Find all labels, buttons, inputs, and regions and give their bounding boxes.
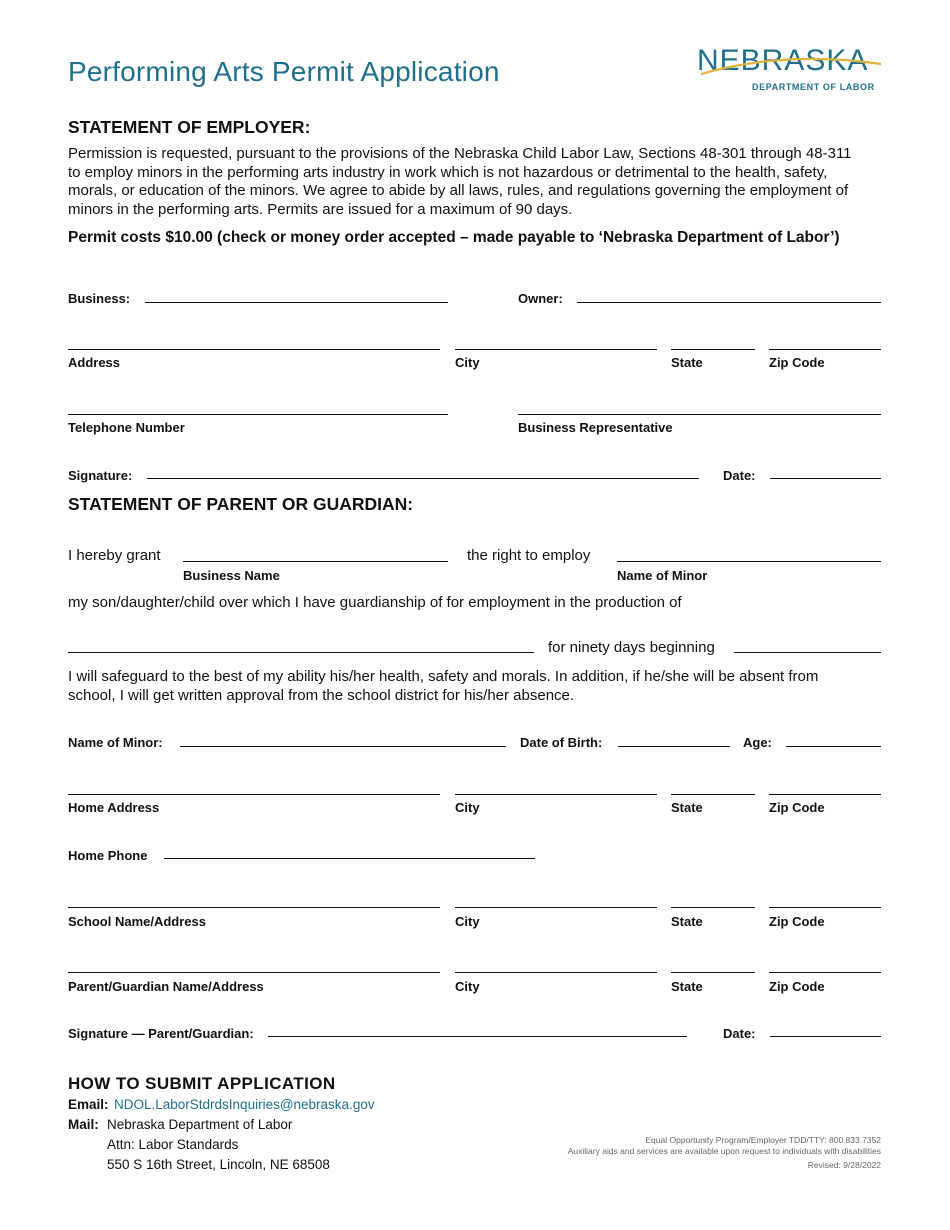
school-city-label: City: [455, 914, 480, 929]
mail-line: 550 S 16th Street, Lincoln, NE 68508: [107, 1157, 330, 1172]
school-zip-field[interactable]: [769, 907, 881, 908]
telephone-field[interactable]: [68, 414, 448, 415]
zip-field[interactable]: [769, 349, 881, 350]
employer-paragraph-line: morals, or education of the minors. We agree to abide by all laws, rules, and regulations governing the employment of: [68, 182, 849, 199]
name-of-minor-field[interactable]: [180, 746, 506, 747]
name-of-minor-label: Name of Minor:: [68, 735, 163, 750]
employer-paragraph: [68, 145, 888, 219]
school-state-label: State: [671, 914, 703, 929]
telephone-label: Telephone Number: [68, 420, 185, 435]
parent-city-field[interactable]: [455, 972, 657, 973]
footer-revised: Revised: 9/28/2022: [807, 1160, 881, 1170]
minor-name-label: Name of Minor: [617, 568, 708, 583]
city-field[interactable]: [455, 349, 657, 350]
safeguard-line: school, I will get written approval from the school district for his/her absence.: [68, 686, 575, 704]
submit-heading: HOW TO SUBMIT APPLICATION: [68, 1074, 336, 1093]
school-city-field[interactable]: [455, 907, 657, 908]
city-label: City: [455, 355, 480, 370]
production-field[interactable]: [68, 652, 534, 653]
minor-name-field[interactable]: [617, 561, 881, 562]
dob-field[interactable]: [618, 746, 730, 747]
address-label: Address: [68, 355, 121, 370]
guardian-signature-field[interactable]: [268, 1036, 687, 1037]
representative-field[interactable]: [518, 414, 881, 415]
zip-label: Zip Code: [769, 355, 825, 370]
logo-wordmark: NEBRASKA: [697, 44, 869, 77]
beginning-date-field[interactable]: [734, 652, 881, 653]
mail-label: Mail:: [68, 1117, 99, 1132]
owner-label: Owner:: [518, 291, 563, 306]
date-field[interactable]: [770, 478, 881, 479]
production-text: my son/daughter/child over which I have guardianship of for employment in the production of: [68, 594, 682, 611]
permit-cost-note: Permit costs $10.00 (check or money order accepted – made payable to ‘Nebraska Department of Labor’): [68, 229, 840, 246]
right-to-employ-text: the right to employ: [467, 547, 591, 564]
school-state-field[interactable]: [671, 907, 755, 908]
safeguard-paragraph: [68, 668, 888, 705]
guardian-heading: STATEMENT OF PARENT OR GUARDIAN:: [68, 494, 414, 514]
parent-zip-label: Zip Code: [769, 979, 825, 994]
guardian-signature-label: Signature — Parent/Guardian:: [68, 1026, 254, 1041]
business-name-label: Business Name: [183, 568, 280, 583]
logo-swoosh-icon: [695, 44, 885, 84]
dob-label: Date of Birth:: [520, 735, 603, 750]
home-zip-label: Zip Code: [769, 800, 825, 815]
business-label: Business:: [68, 291, 131, 306]
logo-department: DEPARTMENT OF LABOR: [752, 82, 875, 92]
home-city-field[interactable]: [455, 794, 657, 795]
parent-state-label: State: [671, 979, 703, 994]
parent-field[interactable]: [68, 972, 440, 973]
school-label: School Name/Address: [68, 914, 206, 929]
home-zip-field[interactable]: [769, 794, 881, 795]
employer-heading: STATEMENT OF EMPLOYER:: [68, 117, 311, 137]
guardian-date-field[interactable]: [770, 1036, 881, 1037]
safeguard-line: I will safeguard to the best of my ability his/her health, safety and morals. In addition, if he/she will be absent from: [68, 668, 819, 685]
ninety-days-text: for ninety days beginning: [548, 639, 715, 656]
state-field[interactable]: [671, 349, 755, 350]
business-field[interactable]: [145, 302, 448, 303]
grant-text: I hereby grant: [68, 547, 161, 564]
home-phone-field[interactable]: [164, 858, 535, 859]
parent-state-field[interactable]: [671, 972, 755, 973]
parent-label: Parent/Guardian Name/Address: [68, 979, 264, 994]
mail-line: Attn: Labor Standards: [107, 1137, 239, 1152]
representative-label: Business Representative: [518, 420, 673, 435]
guardian-date-label: Date:: [723, 1026, 756, 1041]
nebraska-dol-logo: [695, 44, 885, 96]
home-phone-label: Home Phone: [68, 848, 148, 863]
business-name-field[interactable]: [183, 561, 448, 562]
email-label: Email:: [68, 1097, 109, 1112]
age-field[interactable]: [786, 746, 881, 747]
state-label: State: [671, 355, 703, 370]
employer-paragraph-line: minors in the performing arts. Permits are issued for a maximum of 90 days.: [68, 200, 573, 218]
parent-zip-field[interactable]: [769, 972, 881, 973]
parent-city-label: City: [455, 979, 480, 994]
email-link[interactable]: NDOL.LaborStdrdsInquiries@nebraska.gov: [114, 1097, 375, 1112]
school-field[interactable]: [68, 907, 440, 908]
home-city-label: City: [455, 800, 480, 815]
home-state-label: State: [671, 800, 703, 815]
home-state-field[interactable]: [671, 794, 755, 795]
signature-field[interactable]: [147, 478, 699, 479]
footer-eeo: Equal Opportunity Program/Employer TDD/TTY: 800.833.7352: [645, 1135, 881, 1145]
owner-field[interactable]: [577, 302, 881, 303]
employer-paragraph-line: Permission is requested, pursuant to the provisions of the Nebraska Child Labor Law, Sections 48-301 through 48-311: [68, 145, 852, 162]
home-address-field[interactable]: [68, 794, 440, 795]
page-title: Performing Arts Permit Application: [68, 56, 500, 87]
signature-label: Signature:: [68, 468, 133, 483]
school-zip-label: Zip Code: [769, 914, 825, 929]
employer-paragraph-line: to employ minors in the performing arts industry in work which is not hazardous or detrimental to the health, safety,: [68, 163, 828, 181]
address-field[interactable]: [68, 349, 440, 350]
mail-line: Nebraska Department of Labor: [107, 1117, 293, 1132]
footer-aids: Auxiliary aids and services are available upon request to individuals with disabilities: [567, 1146, 881, 1156]
date-label: Date:: [723, 468, 756, 483]
age-label: Age:: [743, 735, 772, 750]
home-address-label: Home Address: [68, 800, 160, 815]
